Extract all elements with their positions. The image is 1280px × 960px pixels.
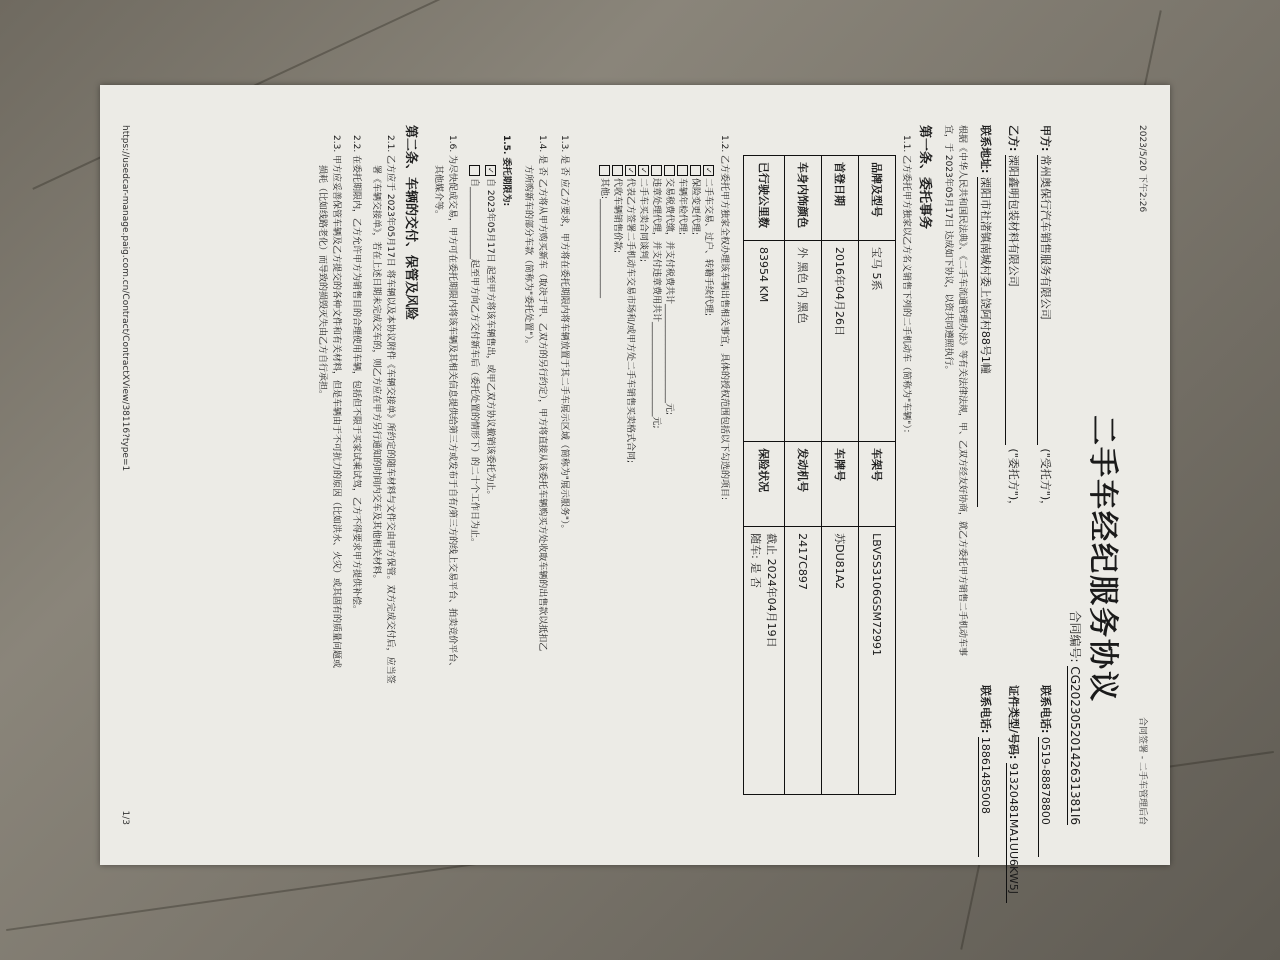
color-key: 车身内饰颜色 xyxy=(785,156,822,241)
clause-2-2: 2.2. 在委托期限内，乙方允许甲方为销售目的合理使用车辆，包括但不限于买家试乘试驾，乙方不得要求甲方提供补偿。 xyxy=(351,135,361,615)
clause-1-4b: 方所购新车的部分车款（简称为"委托处置"）。 xyxy=(523,165,533,349)
print-header-right: 合同签署 - 二手车管理后台 xyxy=(1137,717,1147,825)
party-a-phone: 联系电话: 0519-88878800 xyxy=(1038,685,1054,857)
clause-1-4a: 1.4. 是 否 乙方将从甲方购买新车（取决于甲、乙双方的另行约定），甲方将直接从该委托车辆购买方处收取车辆的出售款以抵扣乙 xyxy=(537,135,547,652)
reg-date-value: 2016年04月26日 xyxy=(822,241,859,442)
insurance-value: 截止 2024年04月19日 随车: 是 否 xyxy=(744,527,785,795)
checkbox-icon[interactable] xyxy=(690,165,701,176)
insurance-key: 保险状况 xyxy=(744,442,785,527)
clause-1-6b: 其他媒介等。 xyxy=(433,165,443,220)
doc-title: 二手车经纪服务协议 xyxy=(1085,415,1120,703)
clause-2-1b: 署《车辆交接单》，若在上述日期未完成交车的，则乙方应在甲方另行通知的时间内交车及其他相关材料。 xyxy=(371,165,381,584)
checkbox-icon[interactable] xyxy=(664,165,675,176)
color-value: 外 黑色 内 黑色 xyxy=(785,241,822,442)
option-item: ✓代表乙方签署二手机动车交易市场和/或甲方处二手车销售买卖格式合同; xyxy=(625,165,638,463)
contract-sheet xyxy=(100,85,1170,894)
option-item: 车辆年检代理; xyxy=(677,165,690,463)
clause-2-3a: 2.3. 甲方应妥善保管车辆及乙方提交的各种文件和有关材料，但是车辆由于不可抗力的原因（比如洪水、火灾）或其固有的质量问题或 xyxy=(331,135,341,669)
engine-value: 2417C897 xyxy=(785,527,822,795)
checkbox-icon[interactable] xyxy=(651,165,662,176)
page-number: 1/3 xyxy=(120,810,130,825)
option-list xyxy=(599,165,716,463)
brand-key: 品牌及型号 xyxy=(859,156,896,241)
checkbox-icon[interactable] xyxy=(612,165,623,176)
checkbox-checked-icon[interactable]: ✓ xyxy=(638,165,649,176)
clause-1-5: 1.5. 委托期限为: xyxy=(501,135,511,207)
checkbox-checked-icon[interactable]: ✓ xyxy=(625,165,636,176)
brand-value: 宝马 5系 xyxy=(859,241,896,442)
party-b-phone: 联系电话: 18861485008 xyxy=(978,685,994,857)
engine-key: 发动机号 xyxy=(785,442,822,527)
preamble-line1: 根据《中华人民共和国民法典》、《二手车流通管理办法》等有关法律法规，甲、乙双方经友好协商，就乙方委托甲方销售二手机动车事 xyxy=(957,125,967,657)
vin-value: LBV5S3106GSM72991 xyxy=(859,527,896,795)
clause-1-5a: ✓自 2023年05月17日 起至甲方将该车辆售出，或甲乙双方协议撤销该委托为止。 xyxy=(485,165,498,500)
vehicle-table xyxy=(743,155,896,795)
mileage-value: 83954 KM xyxy=(744,241,785,442)
clause-1-5b: 自________________起至甲方向乙方交付新车后（委托处置的情形下）的二十个工作日为止。 xyxy=(469,165,482,547)
checkbox-checked-icon[interactable]: ✓ xyxy=(703,165,714,176)
option-item: ✓二手车买卖合同谈判; xyxy=(638,165,651,463)
print-timestamp: 2023/5/20 下午2:26 xyxy=(1137,125,1147,213)
party-a: 甲方: 常州奥保行汽车销售服务有限公司 ("受托方")， xyxy=(1039,125,1052,512)
reg-date-key: 首登日期 xyxy=(822,156,859,241)
clause-2-3b: 损耗（比如线路老化）而导致的损毁灭失由乙方自行承担。 xyxy=(317,165,327,400)
clause-1-3: 1.3. 是 否 应乙方要求，甲方将在委托期限内将车辆放置于其二手车展示区域（简称为"展示服务"）。 xyxy=(559,135,569,534)
clause-1-6a: 1.6. 为尽快促成交易，甲方可在委托期限内将该车辆及其相关信息提供给第三方或发布于自有/第三方的线上交易平台、拍卖竞价平台、 xyxy=(447,135,457,672)
checkbox-icon[interactable] xyxy=(677,165,688,176)
plate-value: 苏DU81A2 xyxy=(822,527,859,795)
option-item: 代收车辆销售价款; xyxy=(612,165,625,463)
clause-1-2: 1.2. 乙方委托甲方独家全权办理该车辆出售相关事宜，具体的授权范围包括以下勾选的项目: xyxy=(719,135,729,501)
option-item: 保险变更代理; xyxy=(690,165,703,463)
mileage-key: 已行驶公里数 xyxy=(744,156,785,241)
footer-url: https://usedcar-manage.paig.com.cn/Contract/ContractXView/38116?type=1 xyxy=(120,125,130,472)
option-item: ✓二手车交易、过户、转籍手续代理; xyxy=(703,165,716,463)
section-1-heading: 第一条、委托事务 xyxy=(917,125,932,230)
preamble-line2: 宜，于 2023年05月17日 达成如下协议，以资共同遵照执行。 xyxy=(943,125,953,375)
option-item: 交易税费代缴，并支付税费共计______________________元; xyxy=(664,165,677,463)
section-2-heading: 第二条、车辆的交付、保管及风险 xyxy=(403,125,418,321)
contract-number: 合同编号: CG20230520142631381I6 xyxy=(1068,610,1082,825)
checkbox-icon[interactable] xyxy=(599,165,610,176)
vin-key: 车架号 xyxy=(859,442,896,527)
option-item: 其他:______________________ xyxy=(599,165,612,463)
option-item: 违章处理代理，并支付违章费用共计_____________________元; xyxy=(651,165,664,463)
checkbox-icon[interactable] xyxy=(469,165,480,176)
party-b: 乙方: 溧阳鑫明包装材料有限公司 ("委托方")， xyxy=(1007,125,1020,512)
party-b-id: 证件类型/号码: 91320481MA1UU6KW5J xyxy=(1006,685,1022,903)
clause-1-1: 1.1. 乙方委托甲方独家以乙方名义销售下列的二手机动车（简称为"车辆"）： xyxy=(901,135,911,438)
plate-key: 车牌号 xyxy=(822,442,859,527)
party-b-address: 联系地址: 溧阳市社渚镇南城村委上饶阿村88号1幢 xyxy=(977,125,994,507)
clause-2-1a: 2.1. 乙方应于 2023年05月17日 将车辆以及本协议附件《车辆交接单》所约定的随车材料与文件交由甲方保管。双方完成交付后，应当签 xyxy=(385,135,395,684)
checkbox-checked-icon[interactable]: ✓ xyxy=(485,165,496,176)
